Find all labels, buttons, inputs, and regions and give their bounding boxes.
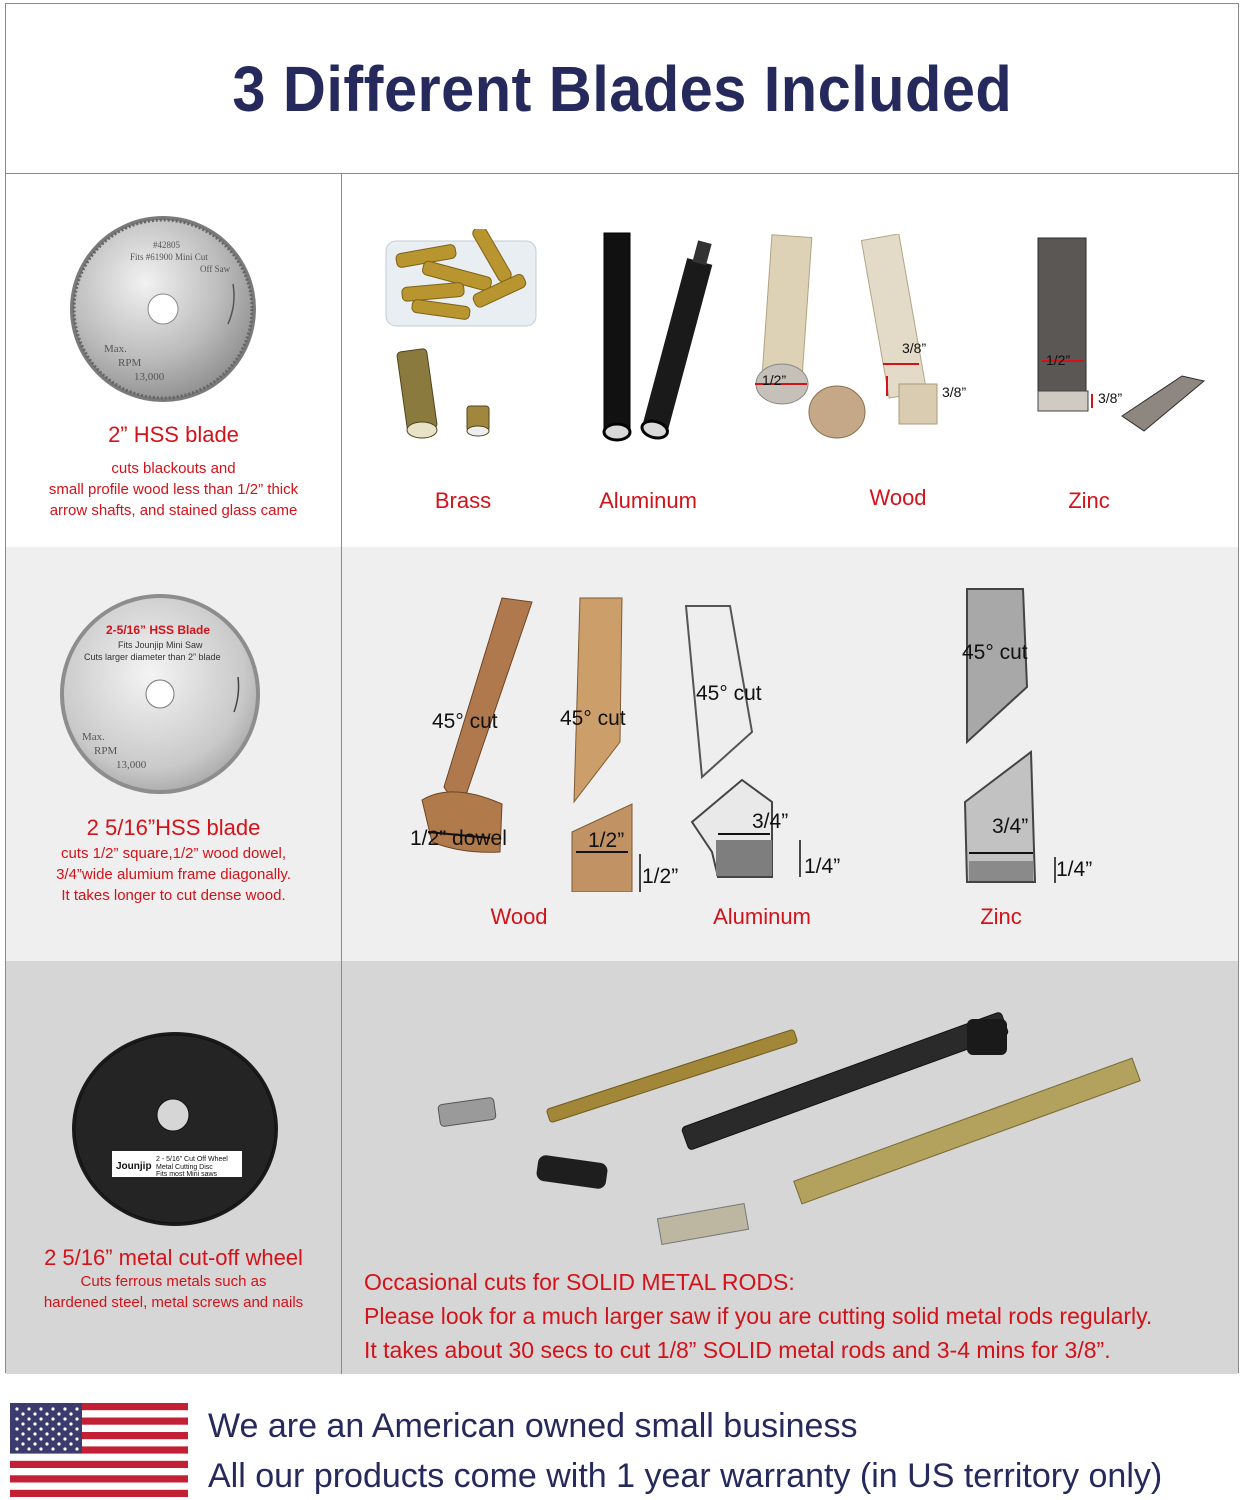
svg-text:RPM: RPM bbox=[118, 357, 142, 369]
svg-text:2 - 5/16” Cut Off Wheel: 2 - 5/16” Cut Off Wheel bbox=[156, 1156, 228, 1163]
blade-info-cutoff-wheel bbox=[6, 961, 341, 1374]
blade-row-2-5-16-hss bbox=[6, 547, 1238, 961]
blade-info-2in-hss bbox=[6, 174, 341, 547]
svg-text:Metal Cutting Disc: Metal Cutting Disc bbox=[156, 1164, 213, 1171]
zinc-45-cut-image bbox=[957, 587, 1067, 887]
material-label: Brass bbox=[434, 488, 492, 513]
material-label: Aluminum bbox=[599, 488, 697, 513]
blade-info-2-5-16-hss bbox=[6, 547, 341, 961]
svg-text:#42805: #42805 bbox=[153, 240, 180, 250]
blade-title: 2 5/16”HSS blade bbox=[86, 815, 261, 840]
svg-text:RPM: RPM bbox=[94, 745, 118, 757]
blade-row-cutoff-wheel bbox=[6, 961, 1238, 1374]
hss-blade-2-5-16-image bbox=[58, 592, 263, 797]
column-divider bbox=[341, 174, 342, 1374]
metal-rods-panel bbox=[342, 961, 1238, 1374]
svg-text:Fits #61900 Mini Cut: Fits #61900 Mini Cut bbox=[130, 252, 208, 262]
footer bbox=[0, 1373, 1243, 1500]
svg-text:Fits most Mini saws: Fits most Mini saws bbox=[156, 1171, 218, 1178]
materials-panel-2in: Brass Aluminum 1/2” 3/8” 3/8” Wood 1/2” 3/8” Zinc bbox=[342, 174, 1238, 547]
material-label: Zinc bbox=[980, 904, 1022, 929]
blade-title: 2 5/16” metal cut-off wheel bbox=[44, 1245, 303, 1270]
footer-message bbox=[208, 1401, 1162, 1500]
materials-panel-2-5-16: 45° cut 45° cut 1/2” dowel 1/2” 1/2” Wood 45° cut 3/4” 1/4” Aluminum 45° cut 3/4” 1/4” Zinc bbox=[342, 547, 1238, 961]
cutoff-wheel-image bbox=[70, 1029, 280, 1229]
svg-text:13,000: 13,000 bbox=[116, 759, 147, 771]
svg-text:Fits Jounjip Mini Saw: Fits Jounjip Mini Saw bbox=[118, 640, 203, 650]
us-flag-icon bbox=[10, 1403, 188, 1497]
material-label: Zinc bbox=[1068, 488, 1110, 513]
svg-text:13,000: 13,000 bbox=[134, 371, 165, 383]
footer-line-2: All our products come with 1 year warranty (in US territory only) bbox=[208, 1457, 1163, 1495]
material-label: Wood bbox=[490, 904, 548, 929]
aluminum-tubes-image bbox=[590, 229, 730, 444]
page-title: 3 Different Blades Included bbox=[232, 52, 1012, 125]
solid-metal-notice: Occasional cuts for SOLID METAL RODS: Please look for a much larger saw if you are cutting solid metal rods regularly. It takes about 30 secs to cut 1/8” SOLID metal rods and 3-4 mins for 3/8”. bbox=[364, 1269, 1153, 1363]
brass-shells-image bbox=[382, 229, 542, 329]
hss-blade-2in-image bbox=[68, 214, 258, 404]
blade-row-2in-hss bbox=[6, 174, 1238, 547]
material-label: Aluminum bbox=[713, 904, 811, 929]
svg-text:Max.: Max. bbox=[82, 731, 105, 743]
blade-title: 2” HSS blade bbox=[108, 422, 239, 447]
blade-description: Cuts ferrous metals such as hardened steel, metal screws and nails bbox=[43, 1273, 304, 1311]
wood-dowel-image bbox=[747, 234, 977, 454]
aluminum-45-cut-image bbox=[682, 602, 822, 892]
footer-line-1: We are an American owned small business bbox=[208, 1407, 858, 1445]
svg-text:2-5/16” HSS Blade: 2-5/16” HSS Blade bbox=[106, 623, 211, 637]
svg-text:Cuts larger diameter than 2” b: Cuts larger diameter than 2” blade bbox=[84, 652, 221, 662]
title-bar bbox=[6, 4, 1238, 174]
blade-description: cuts 1/2” square,1/2” wood dowel, 3/4”wide alumium frame diagonally. It takes longer to cut dense wood. bbox=[56, 845, 291, 904]
metal-rods-image bbox=[427, 1009, 1147, 1249]
material-label: Wood bbox=[869, 485, 927, 510]
svg-text:Max.: Max. bbox=[104, 343, 127, 355]
blade-description: cuts blackouts and small profile wood less than 1/2” thick arrow shafts, and stained glass came bbox=[48, 460, 299, 519]
zinc-channel-image bbox=[1032, 236, 1207, 436]
brass-tube-image bbox=[392, 344, 502, 444]
svg-text:Jounjip: Jounjip bbox=[116, 1161, 152, 1172]
comparison-frame bbox=[5, 3, 1239, 1373]
svg-text:Off Saw: Off Saw bbox=[200, 264, 231, 274]
